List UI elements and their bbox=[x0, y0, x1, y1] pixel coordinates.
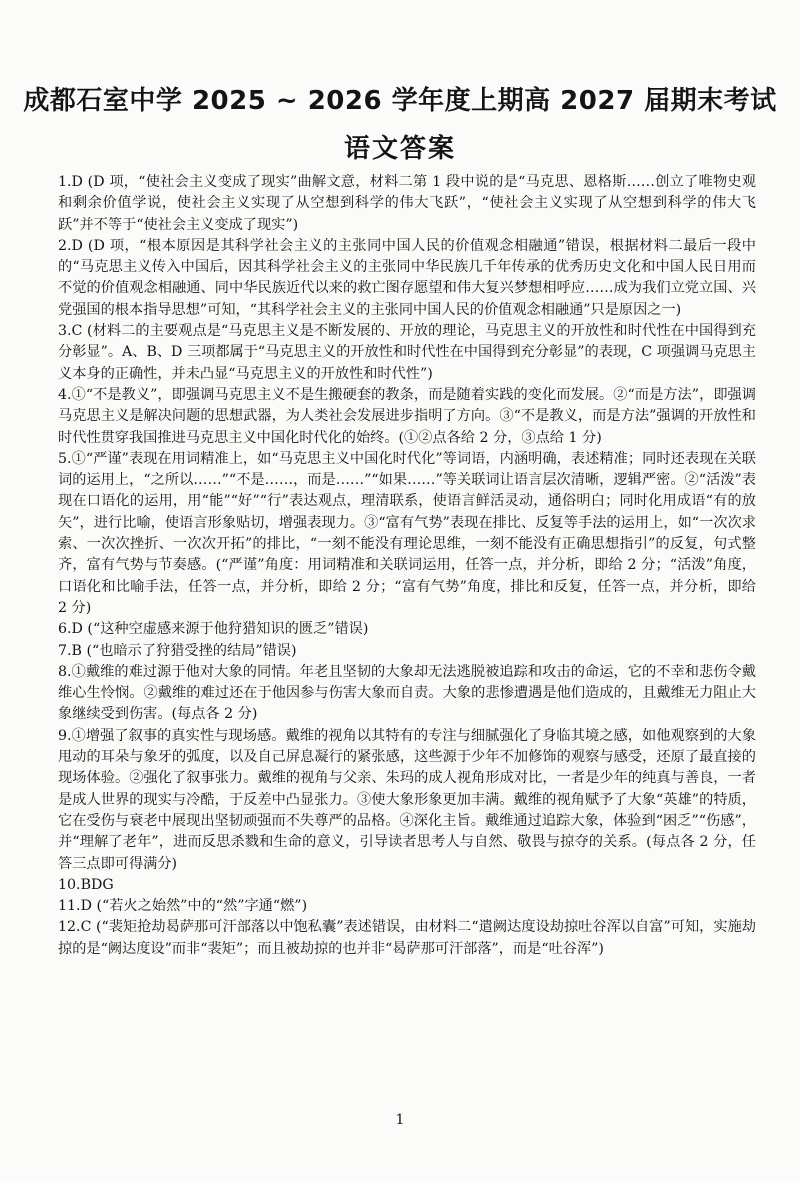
answer-item: 3.C (材料二的主要观点是“马克思主义是不断发展的、开放的理论，马克思主义的开放性和时代性在中国得到充分彰显”。A、B、D 三项都属于“马克思主义的开放性和时代性在中国得到充分彰显”的表现，C 项强调马克思主义本身的正确性，并未凸显“马克思主义的开放性和时代性”) bbox=[58, 323, 756, 382]
exam-subtitle: 语文答案 bbox=[343, 134, 456, 164]
page-number: 1 bbox=[395, 1112, 405, 1128]
answer-item: 6.D (“这种空虚感来源于他狩猎知识的匮乏”错误) bbox=[58, 621, 369, 638]
answer-item: 2.D (D 项，“根本原因是其科学社会主义的主张同中国人民的价值观念相融通”错误，根据材料二最后一段中的“马克思主义传入中国后，因其科学社会主义的主张同中华民族几千年传承的优秀历史文化和中国人民日用而不觉的价值观念相融通、同中华民族近代以来的救亡图存愿望和伟大复兴梦想相呼应……成为我们立党立国、兴党强国的根本指导思想”可知，“其科学社会主义的主张同中国人民的价值观念相融通”只是原因之一) bbox=[58, 237, 756, 318]
answer-item: 10.BDG bbox=[58, 876, 114, 893]
answer-item: 5.①“严谨”表现在用词精准上，如“马克思主义中国化时代化”等词语，内涵明确，表述精准；同时还表现在关联词的运用上，“之所以……”“不是……，而是……”“如果……”等关联词让语言层次清晰，逻辑严密。②“活泼”表现在口语化的运用，用“能”“好”“行”表达观点，理清联系，使语言鲜活灵动，通俗明白；同时化用成语“有的放矢”，进行比喻，使语言形象贴切，增强表现力。③“富有气势”表现在排比、反复等手法的运用上，如“一次次求索、一次次挫折、一次次开拓”的排比，“一刻不能没有理论思维，一刻不能没有正确思想指引”的反复，句式整齐，富有气势与节奏感。(“严谨”角度：用词精准和关联词运用，任答一点，并分析，即给 2 分；“活泼”角度，口语化和比喻手法，任答一点，并分析，即给 2 分；“富有气势”角度，排比和反复，任答一点，并分析，即给 2 分) bbox=[58, 450, 756, 616]
exam-title: 成都石室中学 2025 ~ 2026 学年度上期高 2027 届期末考试 bbox=[23, 86, 777, 116]
answer-item: 8.①戴维的难过源于他对大象的同情。年老且坚韧的大象却无法逃脱被追踪和攻击的命运，它的不幸和悲伤令戴维心生怜悯。②戴维的难过还在于他因参与伤害大象而自责。大象的悲惨遭遇是他们造成的，且戴维无力阻止大象继续受到伤害。(每点各 2 分) bbox=[58, 663, 756, 723]
answer-item: 7.B (“也暗示了狩猎受挫的结局”错误) bbox=[58, 642, 297, 659]
answer-item: 9.①增强了叙事的真实性与现场感。戴维的视角以其特有的专注与细腻强化了身临其境之感，如他观察到的大象甩动的耳朵与象牙的弧度，以及自己屏息凝行的紧张感，这些源于少年不加修饰的观察与感受，还原了最直接的现场体验。②强化了叙事张力。戴维的视角与父亲、朱玛的成人视角形成对比，一者是少年的纯真与善良，一者是成人世界的现实与冷酷，于反差中凸显张力。③使大象形象更加丰满。戴维的视角赋予了大象“英雄”的特质，它在受伤与衰老中展现出坚韧顽强而不失尊严的品格。④深化主旨。戴维通过追踪大象，体验到“困乏”“伤感”，并“理解了老年”，进而反思杀戮和生命的意义，引导读者思考人与自然、敬畏与掠夺的关系。(每点各 2 分，任答三点即可得满分) bbox=[58, 727, 756, 872]
answer-item: 12.C (“裴矩抢劫曷萨那可汗部落以中饱私囊”表述错误，由材料二“遣阙达度设劫掠吐谷浑以自富”可知，实施劫掠的是“阙达度设”而非“裴矩”；而且被劫掠的也并非“曷萨那可汗部落”，而是“吐谷浑”) bbox=[58, 919, 756, 957]
answer-list bbox=[58, 172, 756, 960]
answer-item: 4.①“不是教义”，即强调马克思主义不是生搬硬套的教条，而是随着实践的变化而发展。②“而是方法”，即强调马克思主义是解决问题的思想武器，为人类社会发展进步指明了方向。③“不是教义，而是方法”强调的开放性和时代性贯穿我国推进马克思主义中国化时代化的始终。(①②点各给 2 分，③点给 1 分) bbox=[58, 386, 756, 446]
answer-item: 11.D (“若火之始然”中的“然”字通“燃”) bbox=[58, 898, 308, 915]
answer-item: 1.D (D 项，“使社会主义变成了现实”曲解文意，材料二第 1 段中说的是“马克思、恩格斯……创立了唯物史观和剩余价值学说，使社会主义实现了从空想到科学的伟大飞跃”，“使社会主义实现了从空想到科学的伟大飞跃”并不等于“使社会主义变成了现实”) bbox=[58, 174, 756, 233]
